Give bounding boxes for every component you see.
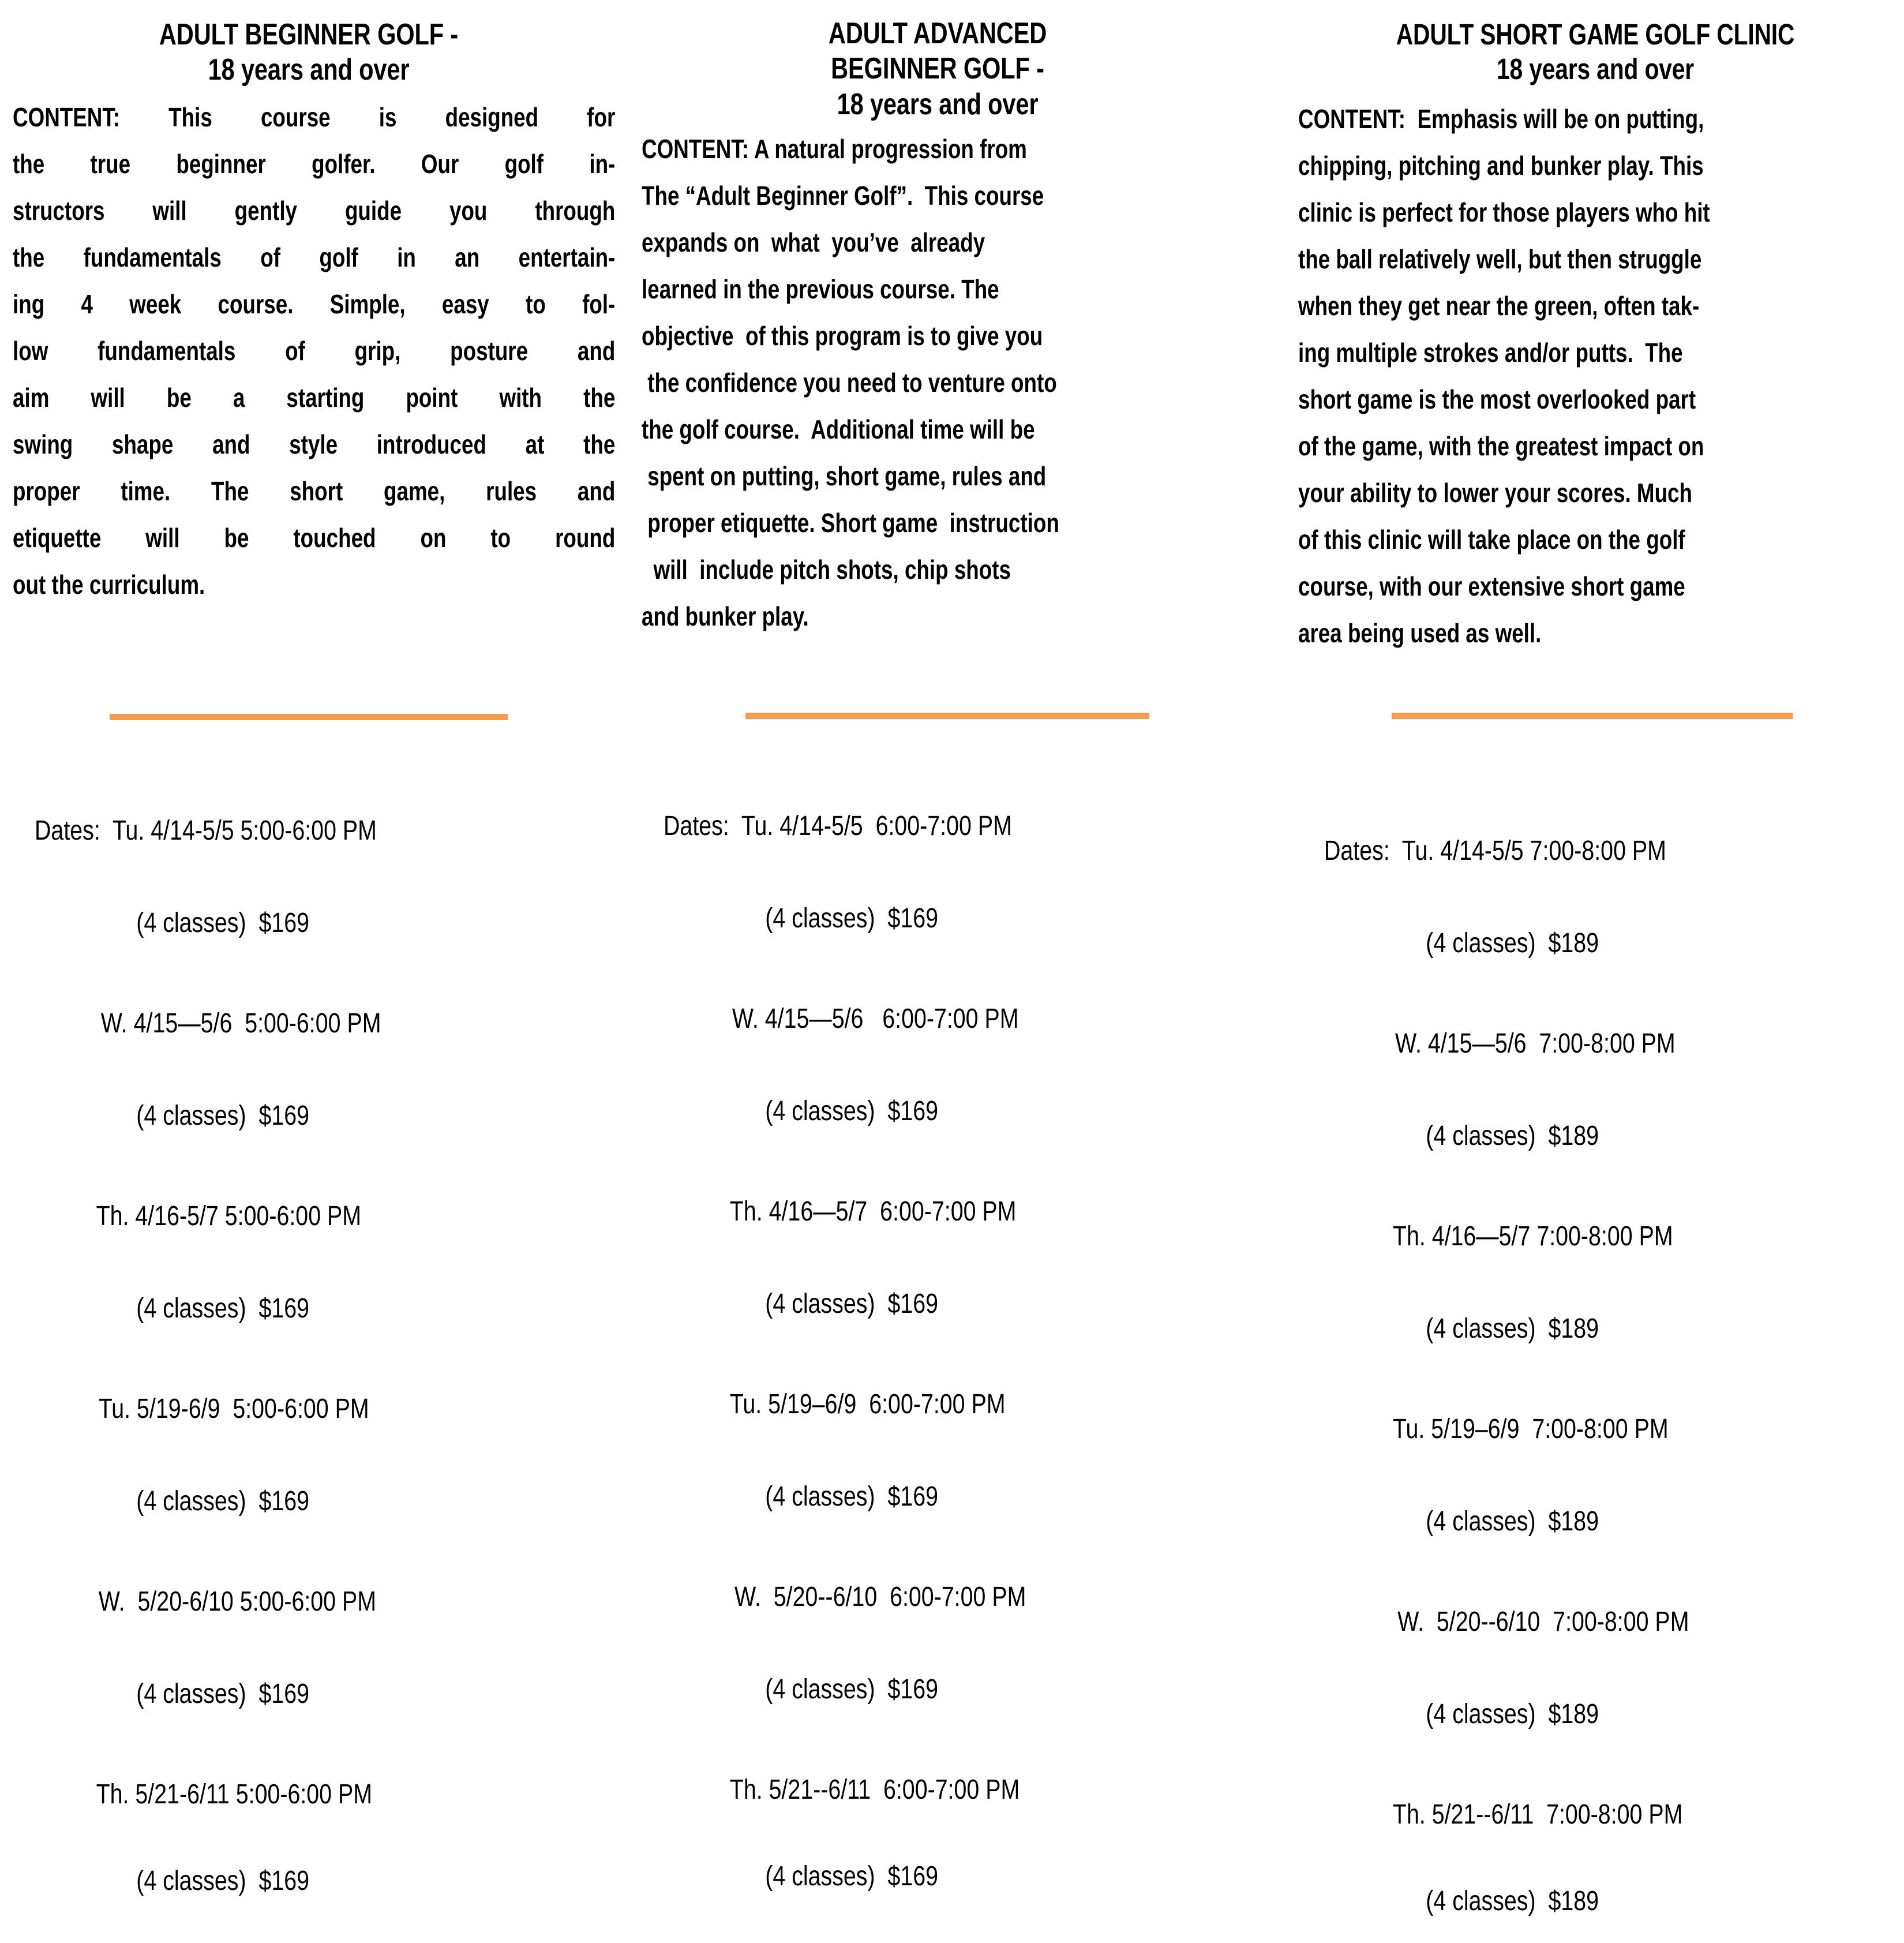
description-line: the true beginner golfer. Our golf in- (13, 148, 616, 179)
description-line: ing 4 week course. Simple, easy to fol- (13, 289, 616, 319)
price-row: (4 classes) $189 (1426, 1121, 1599, 1151)
description-line: etiquette will be touched on to round (13, 522, 616, 553)
price-row: (4 classes) $189 (1426, 1886, 1599, 1916)
price-row: (4 classes) $189 (1426, 1506, 1599, 1537)
price-row: (4 classes) $189 (1426, 1699, 1599, 1729)
price-row: (4 classes) $169 (765, 1289, 939, 1319)
description-line: area being used as well. (1298, 618, 1542, 649)
description-line: expands on what you’ve already (642, 227, 985, 258)
description-line: chipping, pitching and bunker play. This (1298, 151, 1704, 181)
description-line: proper etiquette. Short game instruction (642, 508, 1059, 538)
description-line: course, with our extensive short game (1298, 571, 1685, 602)
price-row: (4 classes) $169 (765, 1481, 939, 1512)
price-row: (4 classes) $169 (136, 908, 310, 938)
description-line: learned in the previous course. The (642, 274, 999, 305)
session-row: Tu. 5/19-6/9 5:00-6:00 PM (98, 1394, 369, 1424)
session-row: Tu. 5/19–6/9 7:00-8:00 PM (1392, 1414, 1669, 1444)
description-line: CONTENT: A natural progression from (642, 134, 1027, 164)
description-line: the confidence you need to venture onto (642, 368, 1057, 398)
price-row: (4 classes) $169 (136, 1293, 310, 1324)
description-line: proper time. The short game, rules and (13, 476, 616, 506)
session-row: W. 5/20-6/10 5:00-6:00 PM (98, 1586, 377, 1617)
price-row: (4 classes) $189 (1426, 928, 1599, 959)
description-line: and bunker play. (642, 601, 809, 632)
description-line: CONTENT: This course is designed for (13, 102, 616, 132)
description-line: your ability to lower your scores. Much (1298, 478, 1692, 508)
description-line: the golf course. Additional time will be (642, 414, 1035, 445)
price-row: (4 classes) $169 (136, 1866, 310, 1896)
description-line: CONTENT: Emphasis will be on putting, (1298, 104, 1704, 134)
course-title-advanced-beginner (691, 16, 1185, 122)
section-divider-beginner (110, 714, 508, 720)
description-line: the fundamentals of golf in an entertain- (13, 242, 616, 272)
course-description-short-game (1298, 96, 1904, 657)
session-row: Th. 4/16—5/7 6:00-7:00 PM (729, 1196, 1017, 1227)
section-divider-short-game (1392, 713, 1793, 719)
schedule-short-game (1324, 782, 1892, 1943)
course-title-line: 18 years and over (1496, 53, 1695, 86)
session-row: Th. 5/21--6/11 7:00-8:00 PM (1392, 1799, 1683, 1830)
session-row: W. 5/20--6/10 7:00-8:00 PM (1397, 1607, 1689, 1637)
price-row: (4 classes) $169 (136, 1100, 310, 1131)
session-row: Th. 5/21-6/11 5:00-6:00 PM (96, 1779, 373, 1810)
schedule-row (1324, 837, 1892, 865)
description-line: swing shape and style introduced at the (13, 429, 616, 459)
course-title-beginner (62, 17, 556, 88)
price-row: (4 classes) $169 (765, 1674, 939, 1705)
session-row: W. 5/20--6/10 6:00-7:00 PM (734, 1582, 1026, 1612)
description-line: of this clinic will take place on the golf (1298, 525, 1685, 555)
description-line: structors will gently guide you through (13, 195, 616, 226)
session-text: Tu. 4/14-5/5 5:00-6:00 PM (112, 815, 377, 846)
section-divider-advanced-beginner (745, 713, 1149, 719)
description-line: the ball relatively well, but then struggle (1298, 244, 1702, 275)
session-row: Th. 4/16—5/7 7:00-8:00 PM (1392, 1221, 1673, 1252)
course-title-short-game (1348, 17, 1842, 87)
description-line: aim will be a starting point with the (13, 382, 616, 413)
description-line: clinic is perfect for those players who hit (1298, 197, 1710, 228)
schedule-beginner (35, 762, 602, 1923)
dates-label: Dates: (664, 811, 729, 841)
dates-label: Dates: (35, 815, 100, 846)
session-row: W. 4/15—5/6 5:00-6:00 PM (100, 1008, 381, 1039)
course-title-line: 18 years and over (837, 87, 1039, 121)
course-title-line: 18 years and over (208, 53, 410, 87)
course-title-line: ADULT SHORT GAME GOLF CLINIC (1396, 18, 1795, 51)
schedule-row (35, 817, 602, 845)
price-row: (4 classes) $189 (1426, 1313, 1599, 1344)
course-title-line: ADULT ADVANCED (828, 17, 1047, 50)
description-line: out the curriculum. (13, 569, 205, 600)
session-row: Th. 4/16-5/7 5:00-6:00 PM (96, 1201, 362, 1231)
description-line: will include pitch shots, chip shots (642, 555, 1011, 585)
description-line: of the game, with the greatest impact on (1298, 431, 1704, 462)
course-title-line: ADULT BEGINNER GOLF - (159, 18, 459, 51)
dates-label: Dates: (1324, 836, 1390, 866)
session-row: W. 4/15—5/6 7:00-8:00 PM (1395, 1028, 1676, 1059)
session-row: Tu. 5/19–6/9 6:00-7:00 PM (729, 1389, 1006, 1420)
session-text: Tu. 4/14-5/5 7:00-8:00 PM (1401, 836, 1666, 866)
course-title-line: BEGINNER GOLF - (831, 52, 1044, 86)
description-line: objective of this program is to give you (642, 321, 1043, 351)
price-row: (4 classes) $169 (136, 1486, 310, 1517)
schedule-advanced-beginner (664, 757, 1231, 1918)
session-row: Th. 5/21--6/11 6:00-7:00 PM (729, 1774, 1020, 1805)
description-line: ing multiple strokes and/or putts. The (1298, 338, 1683, 368)
session-text: Tu. 4/14-5/5 6:00-7:00 PM (741, 811, 1012, 841)
session-row: W. 4/15—5/6 6:00-7:00 PM (732, 1004, 1019, 1034)
description-line: The “Adult Beginner Golf”. This course (642, 181, 1044, 211)
description-line: short game is the most overlooked part (1298, 384, 1696, 415)
description-line: spent on putting, short game, rules and (642, 461, 1047, 492)
price-row: (4 classes) $169 (765, 1096, 939, 1126)
course-description-beginner (13, 94, 615, 608)
price-row: (4 classes) $169 (765, 1861, 939, 1892)
course-description-advanced-beginner (642, 126, 1259, 640)
schedule-row (664, 813, 1231, 840)
description-line: when they get near the green, often tak- (1298, 291, 1700, 321)
description-line: low fundamentals of grip, posture and (13, 335, 616, 366)
price-row: (4 classes) $169 (136, 1679, 310, 1709)
price-row: (4 classes) $169 (765, 903, 939, 934)
